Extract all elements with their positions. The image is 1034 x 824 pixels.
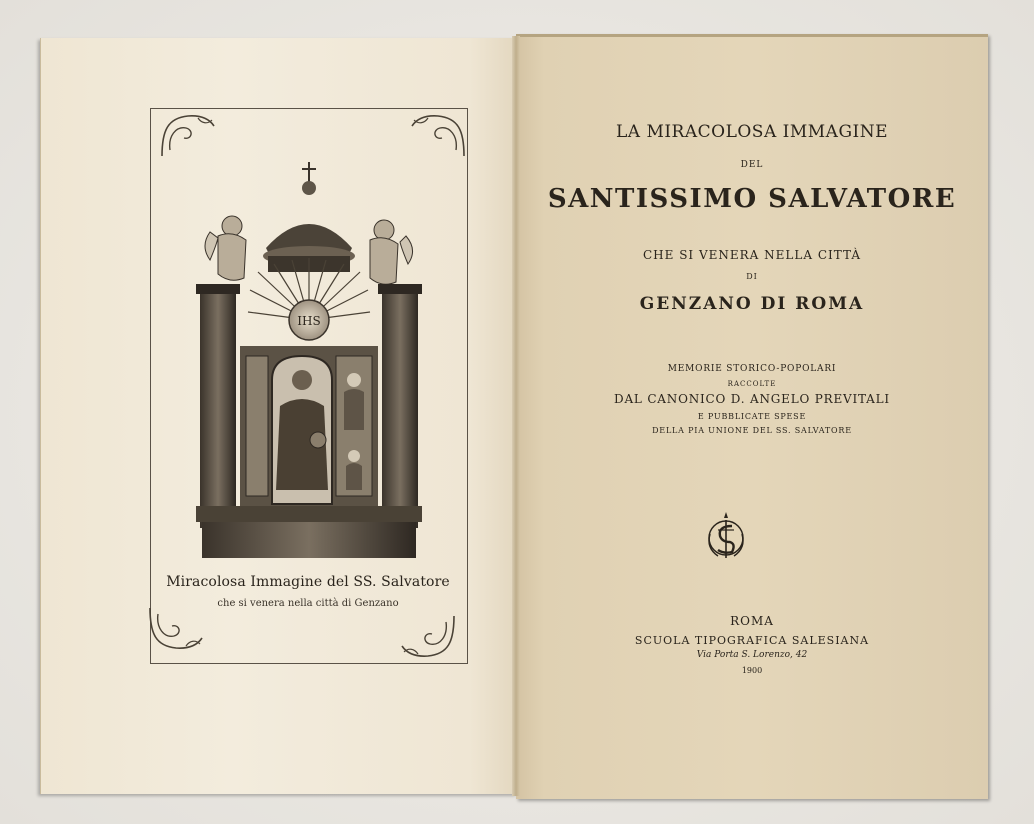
memorie-line: MEMORIE STORICO-POPOLARI [667,364,837,374]
title-del: DEL [740,160,764,170]
published-line: E PUBBLICATE SPESE [697,412,807,421]
ornament-corner-icon [398,612,458,662]
publisher-emblem-icon [702,508,750,562]
author-line: DAL CANONICO D. ANGELO PREVITALI [614,392,890,406]
union-line: DELLA PIA UNIONE DEL SS. SALVATORE [652,426,852,435]
engraving-subcaption: che si venera nella città di Genzano [217,598,399,609]
subtitle-line-1: CHE SI VENERA NELLA CITTÀ [642,248,862,262]
ornament-corner-icon [146,604,206,654]
title-line-1: LA MIRACOLOSA IMMAGINE [615,122,889,142]
svg-text:IHS: IHS [297,314,321,328]
imprint-printer: SCUOLA TIPOGRAFICA SALESIANA [634,634,870,647]
main-title: SANTISSIMO SALVATORE [547,184,957,214]
imprint-city: ROMA [730,614,774,628]
subtitle-di: DI [746,272,758,281]
imprint-address: Via Porta S. Lorenzo, 42 [696,650,808,660]
altar-engraving [196,160,422,560]
imprint-year: 1900 [741,666,763,675]
engraving-caption: Miracolosa Immagine del SS. Salvatore [166,574,450,590]
raccolte-line: RACCOLTE [727,380,777,388]
ornament-corner-icon [408,110,468,160]
ornament-corner-icon [158,110,218,160]
place-name: GENZANO DI ROMA [639,294,865,314]
